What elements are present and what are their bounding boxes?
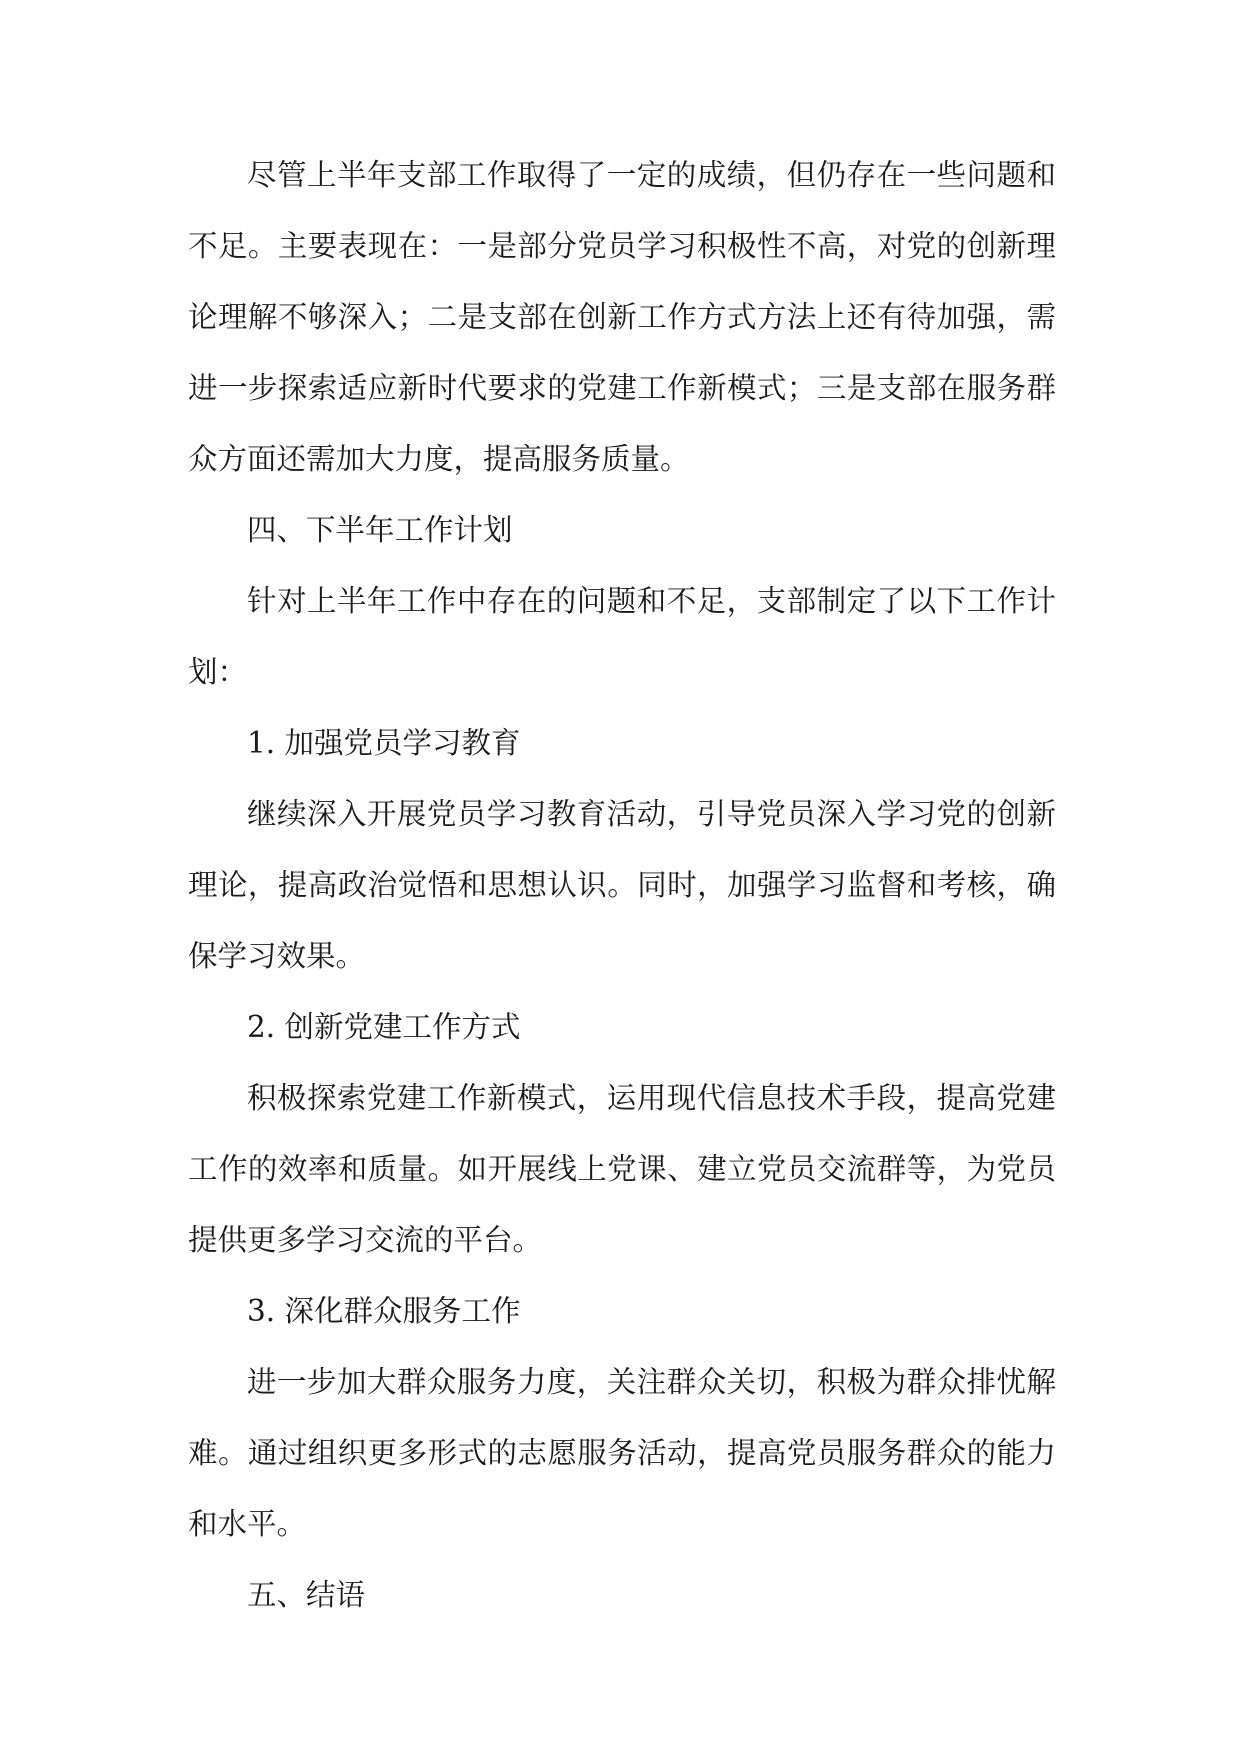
- section-heading-four: 四、下半年工作计划: [247, 513, 513, 547]
- plan-item-3-body: 进一步加大群众服务力度，关注群众关切，积极为群众排忧解难。通过组织更多形式的志愿服务活动，提高党员服务群众的能力和水平。: [188, 1365, 1056, 1541]
- document-body: [188, 140, 1056, 1631]
- plan-item-3-heading: 3. 深化群众服务工作: [247, 1294, 521, 1328]
- plan-item-2-heading: 2. 创新党建工作方式: [247, 1010, 521, 1044]
- paragraph-plan-intro: 针对上半年工作中存在的问题和不足，支部制定了以下工作计划：: [188, 584, 1056, 689]
- paragraph-shortcomings: 尽管上半年支部工作取得了一定的成绩，但仍存在一些问题和不足。主要表现在：一是部分党员学习积极性不高，对党的创新理论理解不够深入；二是支部在创新工作方式方法上还有待加强，需进一步探索适应新时代要求的党建工作新模式；三是支部在服务群众方面还需加大力度，提高服务质量。: [188, 158, 1056, 476]
- section-heading-five: 五、结语: [247, 1578, 366, 1612]
- plan-item-1-body: 继续深入开展党员学习教育活动，引导党员深入学习党的创新理论，提高政治觉悟和思想认识。同时，加强学习监督和考核，确保学习效果。: [188, 797, 1056, 973]
- plan-item-2-body: 积极探索党建工作新模式，运用现代信息技术手段，提高党建工作的效率和质量。如开展线上党课、建立党员交流群等，为党员提供更多学习交流的平台。: [188, 1081, 1056, 1257]
- plan-item-1-heading: 1. 加强党员学习教育: [247, 726, 521, 760]
